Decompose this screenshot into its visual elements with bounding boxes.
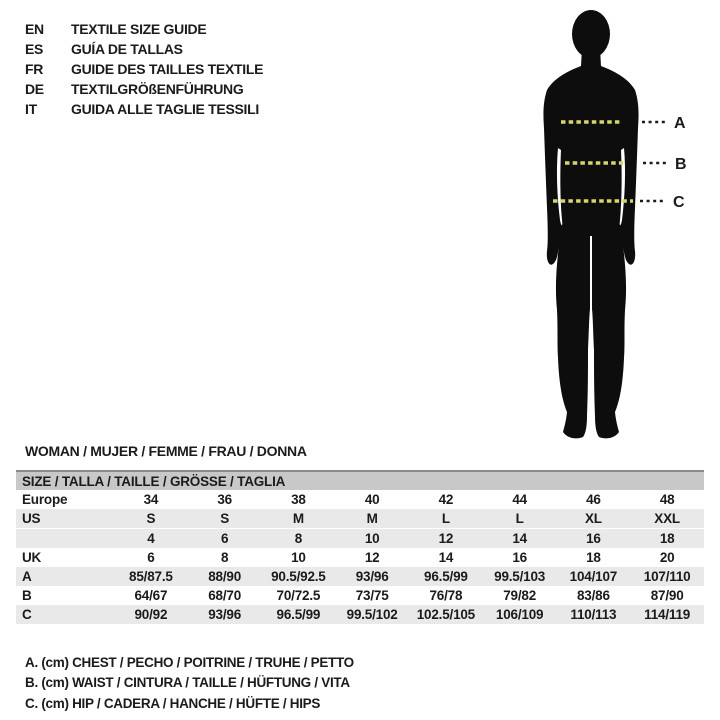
size-value-cell: S [220, 511, 230, 526]
size-value-cell: 90/92 [134, 607, 168, 622]
legend-line: A. (cm) CHEST / PECHO / POITRINE / TRUHE / PETTO [25, 654, 354, 670]
language-code: IT [25, 101, 37, 117]
size-value-cell: 46 [586, 492, 601, 507]
size-table [16, 470, 704, 624]
row-label-cell: C [22, 607, 32, 622]
language-row [25, 79, 263, 99]
size-table-header-label: SIZE / TALLA / TAILLE / GRÖSSE / TAGLIA [22, 473, 286, 489]
size-value-cell: XXL [654, 511, 680, 526]
language-row [25, 59, 263, 79]
size-value-cell: 6 [220, 531, 229, 546]
row-label-cell: US [22, 511, 41, 526]
size-value-cell: 76/78 [429, 588, 463, 603]
size-value-cell: 42 [438, 492, 454, 507]
size-value-cell: 34 [143, 492, 159, 507]
table-row [16, 548, 704, 567]
size-value-cell: L [441, 511, 450, 526]
legend-line: C. (cm) HIP / CADERA / HANCHE / HÜFTE / HIPS [25, 695, 321, 711]
size-value-cell: S [146, 511, 156, 526]
language-label: TEXTILE SIZE GUIDE [71, 21, 207, 37]
language-row [25, 99, 263, 119]
size-value-cell: 110/113 [570, 607, 617, 622]
language-code: FR [25, 61, 44, 77]
size-table-header [16, 470, 704, 490]
size-value-cell: 83/86 [576, 588, 610, 603]
size-value-cell: 12 [364, 550, 380, 565]
size-value-cell: 18 [586, 550, 601, 565]
size-value-cell: 6 [147, 550, 155, 565]
size-value-cell: 36 [217, 492, 232, 507]
row-label-cell: A [22, 569, 32, 584]
size-value-cell: 87/90 [650, 588, 684, 603]
size-value-cell: 93/96 [208, 607, 242, 622]
size-value-cell: 79/82 [503, 588, 537, 603]
woman-silhouette-figure [498, 8, 704, 440]
size-value-cell: 16 [586, 531, 601, 546]
size-value-cell: 20 [659, 550, 675, 565]
language-row [25, 19, 263, 39]
marker-b-label: B [675, 156, 687, 173]
silhouette-body [543, 48, 638, 438]
language-label: TEXTILGRÖßENFÜHRUNG [71, 81, 244, 97]
table-row [16, 586, 704, 605]
table-row [16, 567, 704, 586]
language-code: EN [25, 21, 44, 37]
row-label-cell: B [22, 588, 32, 603]
size-value-cell: 96.5/99 [276, 607, 321, 622]
section-title: WOMAN / MUJER / FEMME / FRAU / DONNA [25, 443, 307, 459]
size-value-cell: 16 [512, 550, 527, 565]
table-row [16, 490, 704, 509]
size-value-cell: M [366, 511, 378, 526]
size-value-cell: 10 [291, 550, 306, 565]
row-label-cell: Europe [22, 492, 68, 507]
size-value-cell: 93/96 [355, 569, 389, 584]
size-value-cell: 40 [364, 492, 380, 507]
size-value-cell: 99.5/103 [494, 569, 546, 584]
legend-line: B. (cm) WAIST / CINTURA / TAILLE / HÜFTUNG / VITA [25, 675, 350, 691]
language-label: GUIDE DES TAILLES TEXTILE [71, 61, 264, 77]
size-value-cell: 104/107 [569, 569, 618, 584]
size-value-cell: 64/67 [134, 588, 168, 603]
size-value-cell: 106/109 [495, 607, 544, 622]
marker-c-label: C [673, 194, 685, 211]
size-value-cell: 48 [659, 492, 675, 507]
table-row [16, 605, 704, 624]
table-row [16, 509, 704, 528]
size-value-cell: 12 [438, 531, 454, 546]
language-code: DE [25, 81, 44, 97]
language-label: GUIDA ALLE TAGLIE TESSILI [71, 101, 259, 117]
size-value-cell: 73/75 [355, 588, 389, 603]
size-value-cell: 107/110 [643, 569, 691, 584]
measure-legend [25, 652, 354, 714]
size-value-cell: 8 [220, 550, 229, 565]
size-value-cell: M [292, 511, 304, 526]
size-value-cell: 18 [659, 531, 675, 546]
size-value-cell: 114/119 [644, 607, 691, 622]
size-value-cell: 102.5/105 [416, 607, 475, 622]
table-row [16, 528, 704, 548]
size-value-cell: 44 [512, 492, 527, 507]
size-value-cell: 38 [291, 492, 306, 507]
size-value-cell: 14 [438, 550, 454, 565]
size-value-cell: 8 [294, 531, 303, 546]
size-value-cell: L [515, 511, 524, 526]
marker-a-label: A [674, 115, 686, 132]
size-value-cell: 10 [364, 531, 380, 546]
language-list [25, 19, 263, 119]
language-label: GUÍA DE TALLAS [71, 41, 183, 57]
language-code: ES [25, 41, 44, 57]
language-row [25, 39, 263, 59]
size-value-cell: 4 [147, 531, 155, 546]
size-value-cell: 88/90 [208, 569, 242, 584]
size-value-cell: 96.5/99 [424, 569, 468, 584]
size-value-cell: 68/70 [208, 588, 242, 603]
size-table-body [16, 490, 704, 624]
size-value-cell: XL [584, 511, 602, 526]
size-value-cell: 85/87.5 [129, 569, 173, 584]
size-value-cell: 90.5/92.5 [271, 569, 326, 584]
row-label-cell: UK [22, 550, 42, 565]
size-value-cell: 70/72.5 [276, 588, 321, 603]
size-value-cell: 99.5/102 [346, 607, 398, 622]
size-value-cell: 14 [512, 531, 527, 546]
